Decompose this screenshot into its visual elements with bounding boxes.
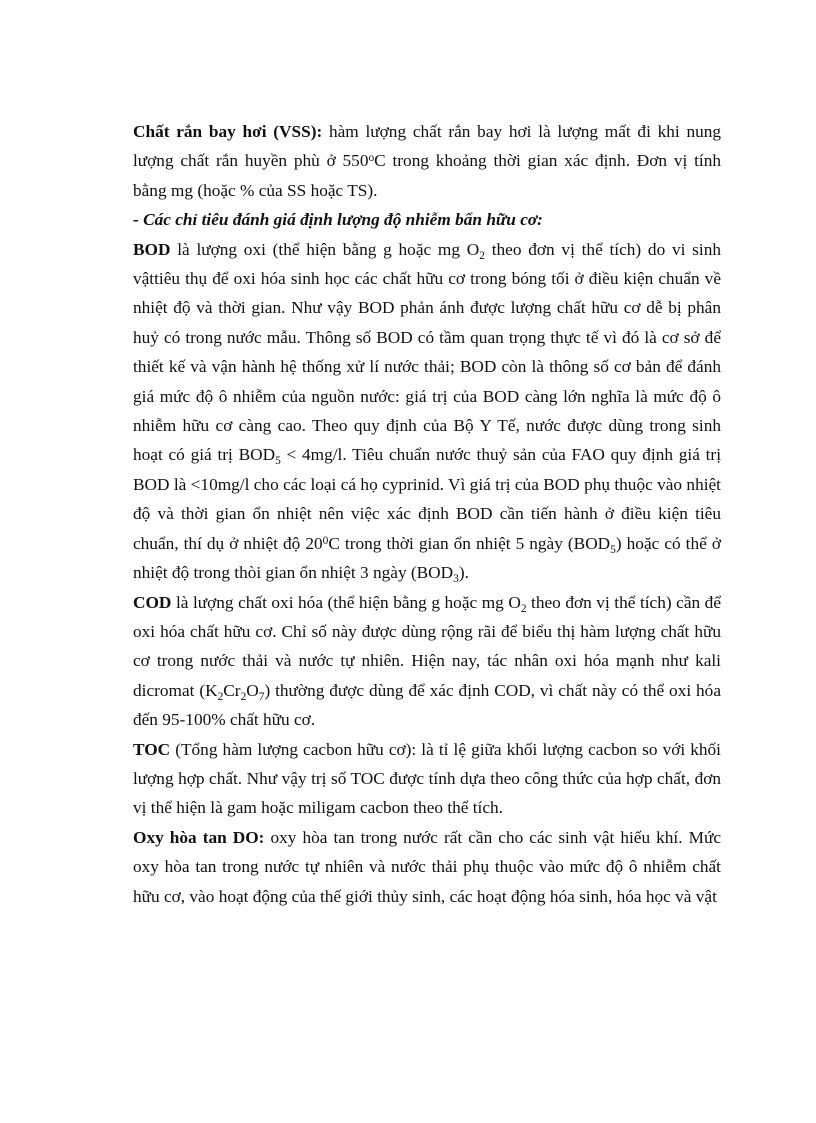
term-cod: COD	[133, 592, 172, 612]
text: ) thường được dùng để xác định COD, vì chất này có thể oxi hóa đến 95-100% chất hữu cơ.	[133, 680, 721, 730]
subscript: 5	[275, 455, 281, 468]
section-heading: - Các chỉ tiêu đánh giá định lượng độ nhiễm bẩn hữu cơ:	[133, 210, 543, 230]
paragraph-do	[133, 823, 721, 911]
text: C trong thời gian ổn nhiệt 5 ngày (BOD	[328, 533, 611, 553]
subscript: 5	[610, 543, 616, 556]
term-vss: Chất rắn bay hơi (VSS):	[133, 122, 323, 141]
term-toc: TOC	[133, 739, 171, 759]
text: ).	[458, 563, 469, 583]
text: là lượng oxi (thể hiện bằng g hoặc mg O	[170, 239, 480, 259]
text: hàm lượng chất rắn bay hơi là lượng mất đi khi nung lượng chất rắn huyền phù ở 550	[133, 122, 722, 171]
term-do: Oxy hòa tan DO:	[133, 827, 265, 847]
subscript: 2	[217, 690, 224, 703]
text: ) hoặc có thể ở nhiệt độ trong thòi gian ổn nhiệt 3 ngày (BOD	[133, 533, 721, 583]
text: < 4mg/l. Tiêu chuẩn nước thuỷ sản của FAO quy định giá trị BOD là <10mg/l cho các loại cá họ cyprinid. Vì giá trị của BOD phụ thuộc vào nhiệt độ và thời gian ổn nhiệt nên việc xác định BOD cần tiến hành ở điều kiện tiêu chuẩn, thí dụ ở nhiệt độ 20	[133, 445, 721, 553]
subscript: 3	[453, 573, 459, 586]
term-bod: BOD	[133, 239, 171, 259]
superscript: o	[368, 152, 375, 165]
subscript: 7	[258, 690, 265, 703]
paragraph-bod	[133, 235, 721, 588]
document-page	[133, 117, 721, 911]
subscript: 2	[479, 249, 485, 262]
text: C trong khoảng thời gian xác định. Đơn vị tính bằng mg (hoặc % của SS hoặc TS).	[133, 151, 721, 200]
text: theo đơn vị thể tích) cần để oxi hóa chất hữu cơ. Chỉ số này được dùng rộng rãi để biểu thị hàm lượng chất hữu cơ trong nước thải và nước tự nhiên. Hiện nay, tác nhân oxi hóa mạnh như kali dicromat (K	[133, 592, 721, 700]
text: theo đơn vị thể tích) do vi sinh vậttiêu thụ để oxi hóa sinh học các chất hữu cơ trong bóng tối ở điều kiện chuẩn về nhiệt độ và thời gian. Như vậy BOD phản ánh được lượng chất hữu cơ dễ bị phân huỷ có trong nước mẫu. Thông số BOD có tầm quan trọng thực tế vì đó là cơ sở để thiết kế và vận hành hệ thống xử lí nước thải; BOD còn là thông số cơ bản để đánh giá mức độ ô nhiễm của nguồn nước: giá trị của BOD càng lớn nghĩa là mức độ ô nhiễm hữu cơ càng cao. Theo quy định của Bộ Y Tế, nước được dùng trong sinh hoạt có giá trị BOD	[133, 239, 721, 465]
text: oxy hòa tan trong nước rất cần cho các sinh vật hiếu khí. Mức oxy hòa tan trong nước tự nhiên và nước thải phụ thuộc vào mức độ ô nhiễm chất hữu cơ, vào hoạt động của thế giới thủy sinh, các hoạt động hóa sinh, hóa học và vật	[133, 827, 721, 906]
paragraph-vss	[133, 117, 721, 205]
subscript: 2	[520, 602, 527, 615]
paragraph-toc	[133, 735, 721, 823]
subscript: 2	[240, 690, 247, 703]
text: là lượng chất oxi hóa (thể hiện bằng g hoặc mg O	[171, 592, 521, 612]
text: Cr	[223, 680, 241, 700]
text: (Tổng hàm lượng cacbon hữu cơ): là tỉ lệ giữa khối lượng cacbon so với khối lượng hợp chất. Như vậy trị số TOC được tính dựa theo công thức của hợp chất, đơn vị thể hiện là gam hoặc miligam cacbon theo thể tích.	[133, 739, 721, 818]
paragraph-cod	[133, 588, 721, 735]
superscript: 0	[322, 534, 329, 547]
text: O	[246, 680, 259, 700]
